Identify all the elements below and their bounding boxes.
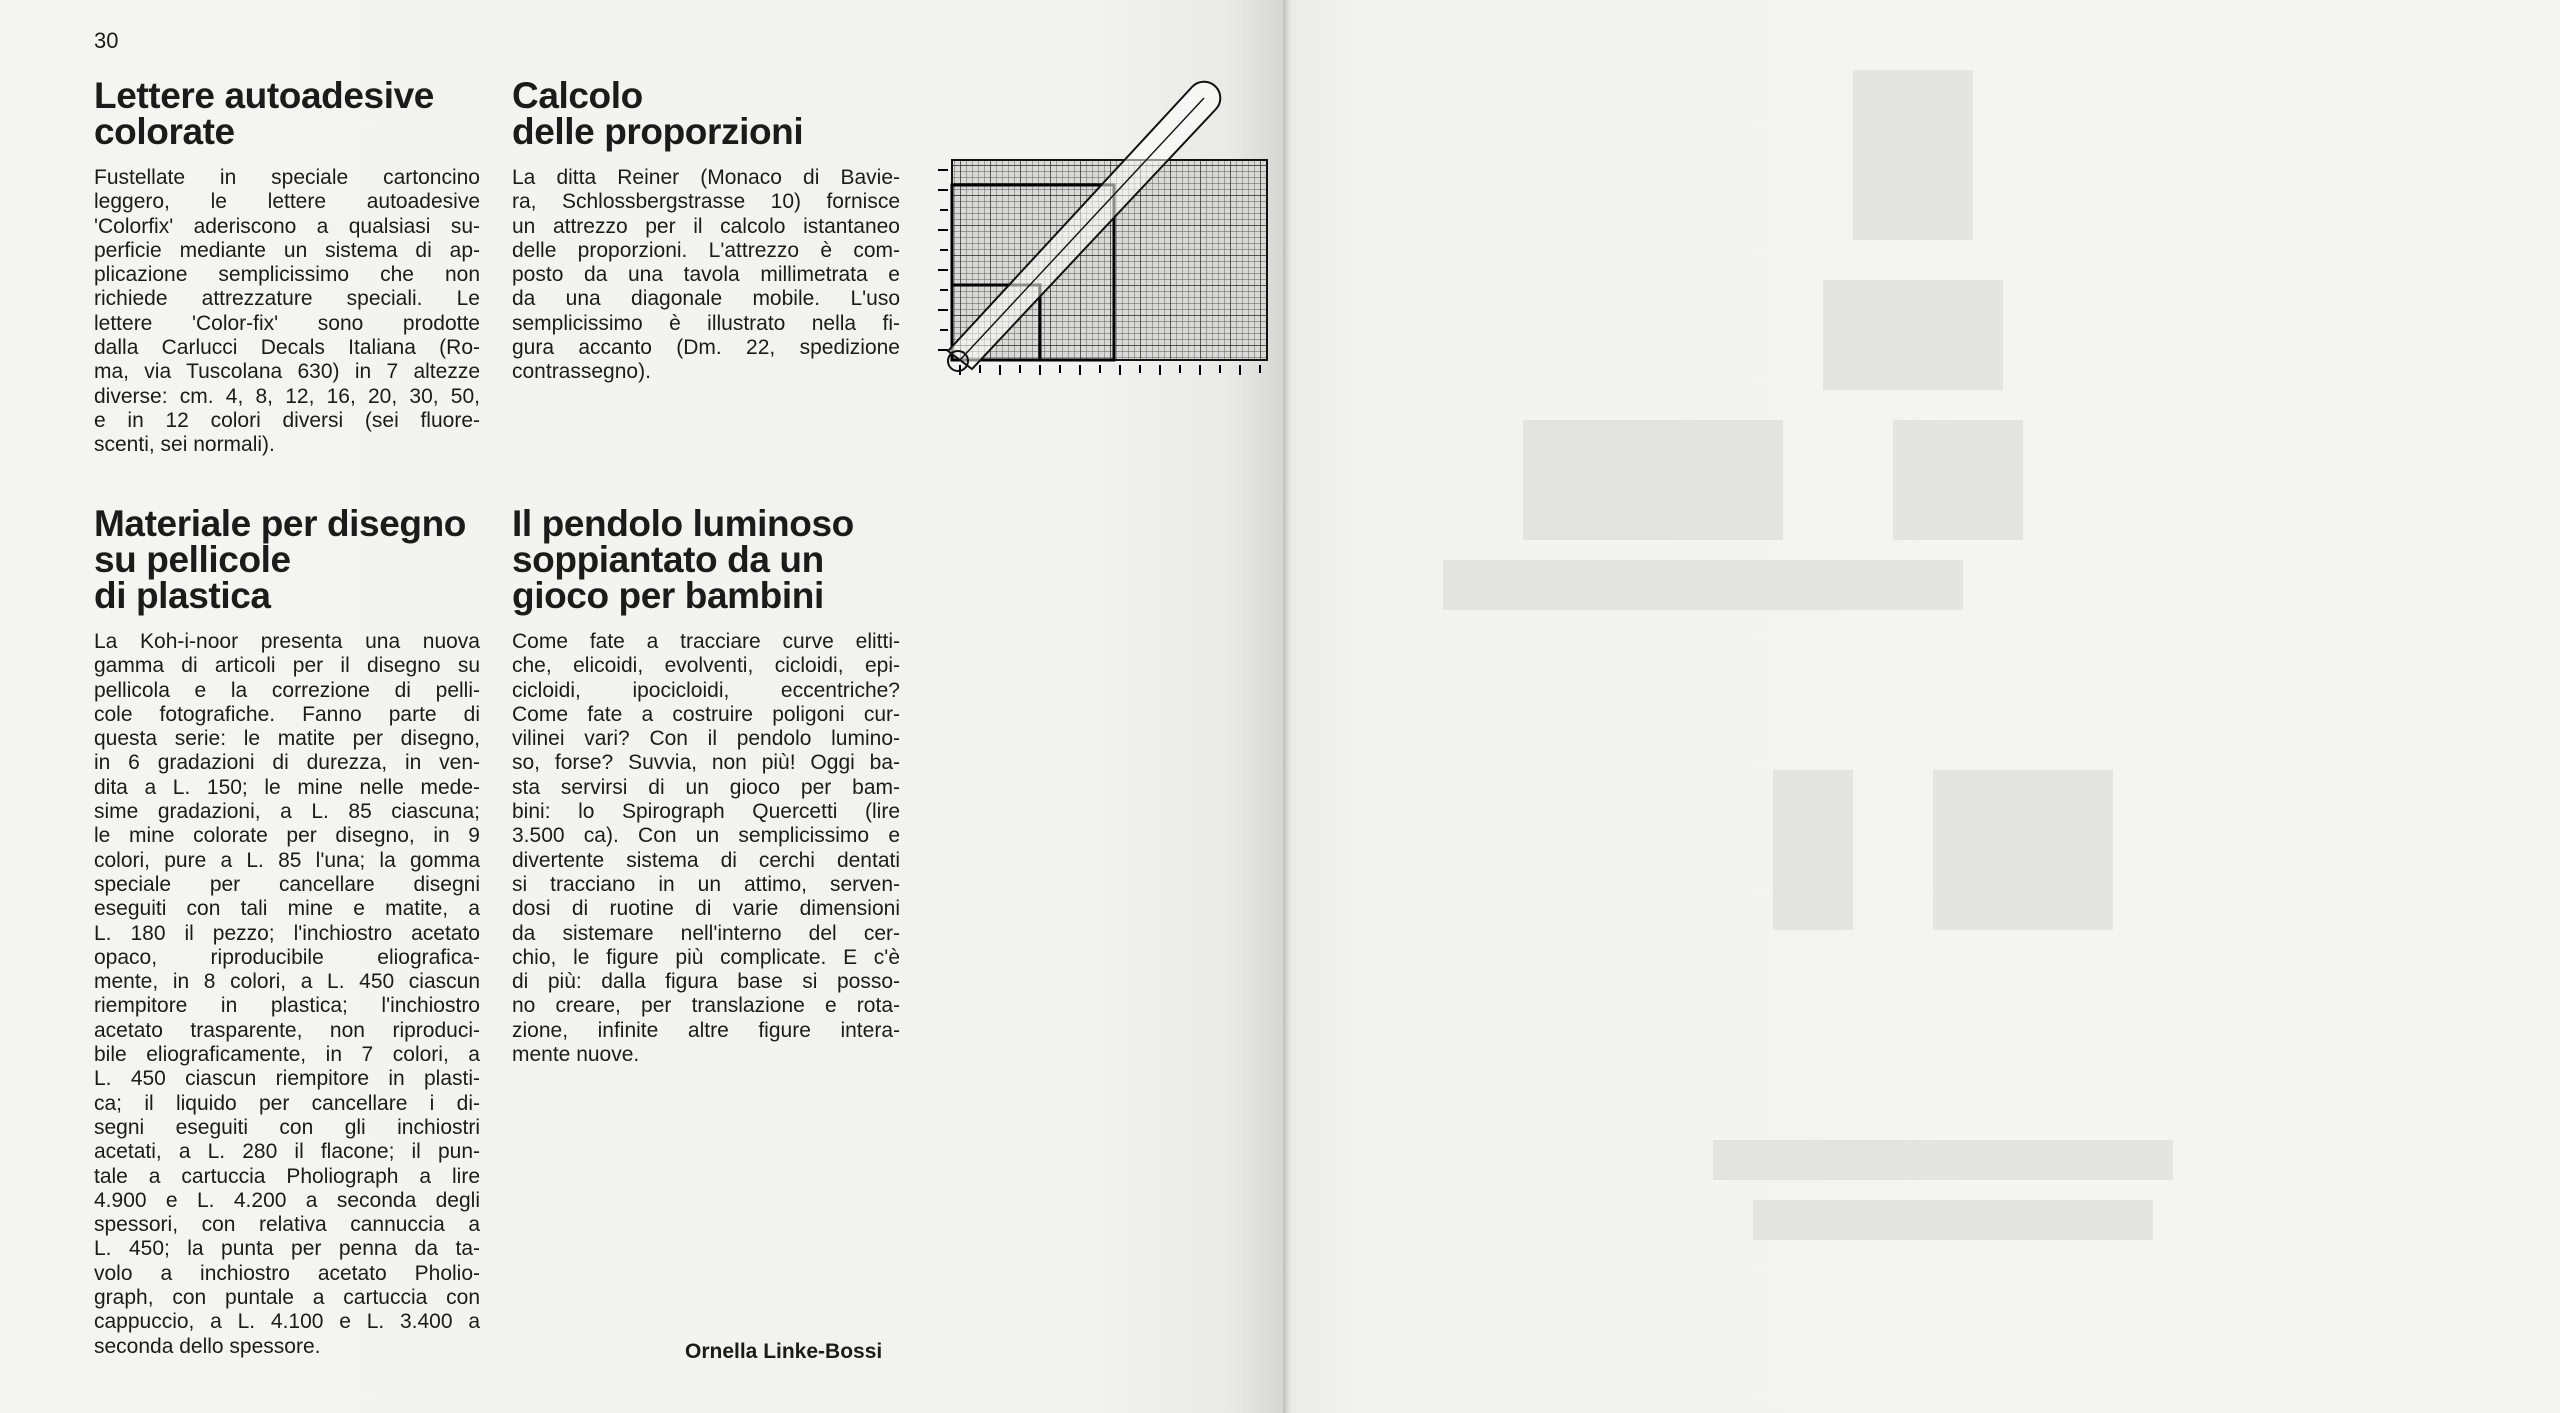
text-line: Fustellate in speciale cartoncino — [94, 166, 480, 189]
title-line: colorate — [94, 111, 235, 152]
article-pendolo-luminoso — [512, 503, 900, 1067]
text-line: cicloidi, ipocicloidi, eccentriche? — [512, 678, 900, 702]
text-line: 3.500 ca). Con un semplicissimo e — [512, 824, 900, 848]
text-line: so, forse? Suvvia, non più! Oggi ba- — [512, 751, 900, 775]
text-line: dalla Carlucci Decals Italiana (Ro- — [94, 336, 480, 360]
text-line: speciale per cancellare disegni — [94, 872, 480, 896]
title-line: soppiantato da un — [512, 539, 824, 580]
text-line: delle proporzioni. L'attrezzo è com- — [512, 238, 900, 262]
text-line: scenti, sei normali). — [94, 433, 275, 457]
text-line: L. 450; la punta per penna da ta- — [94, 1237, 480, 1261]
text-line: da una diagonale mobile. L'uso — [512, 287, 900, 311]
article-materiale-disegno — [94, 503, 480, 1359]
bottom-ruler-ticks — [960, 365, 1260, 375]
text-line: seconda dello spessore. — [94, 1334, 321, 1358]
text-line: divertente sistema di cerchi dentati — [512, 848, 900, 872]
text-line: L. 180 il pezzo; l'inchiostro acetato — [94, 921, 480, 945]
title-line: su pellicole — [94, 539, 291, 580]
title-line: delle proporzioni — [512, 111, 804, 152]
text-line: sta servirsi di un gioco per bam- — [512, 775, 900, 799]
text-line: cole fotografiche. Fanno parte di — [94, 702, 480, 726]
text-line: sime gradazioni, a L. 85 ciascuna; — [94, 800, 480, 824]
title-line: Materiale per disegno — [94, 503, 466, 544]
text-line: semplicissimo è illustrato nella fi- — [512, 311, 900, 335]
article-body — [512, 630, 900, 1067]
page-number: 30 — [94, 28, 119, 53]
article-title — [512, 503, 900, 616]
text-line: bini: lo Spirograph Quercetti (lire — [512, 800, 900, 824]
title-line: Lettere autoadesive — [94, 75, 434, 116]
proportion-calculator-illustration — [930, 75, 1275, 405]
text-line: tale a cartuccia Pholiograph a lire — [94, 1164, 480, 1188]
text-line: acetati, a L. 280 il flacone; il pun- — [94, 1140, 480, 1164]
text-line: da sistemare nell'interno del cer- — [512, 921, 900, 945]
text-line: spessori, con relativa cannuccia a — [94, 1213, 480, 1237]
text-line: bile eliograficamente, in 7 colori, a — [94, 1043, 480, 1067]
text-line: 'Colorfix' aderiscono a qualsiasi su- — [94, 214, 480, 238]
text-line: e in 12 colori diversi (sei fluore- — [94, 408, 480, 432]
article-body — [512, 166, 900, 385]
text-line: opaco, riproducibile eliografica- — [94, 945, 480, 969]
text-line: mente, in 8 colori, a L. 450 ciascun — [94, 970, 480, 994]
text-line: in 6 gradazioni di durezza, in ven- — [94, 751, 480, 775]
text-line: mente nuove. — [512, 1043, 640, 1067]
author-credit: Ornella Linke-Bossi — [685, 1340, 883, 1363]
text-line: gamma di articoli per il disegno su — [94, 654, 480, 678]
text-line: un attrezzo per il calcolo istantaneo — [512, 214, 900, 238]
article-title — [94, 75, 480, 152]
article-calcolo-proporzioni — [512, 75, 900, 385]
text-line: leggero, le lettere autoadesive — [94, 190, 480, 214]
title-line: Il pendolo luminoso — [512, 503, 854, 544]
text-line: dosi di ruotine di varie dimensioni — [512, 897, 900, 921]
text-line: Come fate a costruire poligoni cur- — [512, 702, 900, 726]
text-line: gura accanto (Dm. 22, spedizione — [512, 336, 900, 360]
text-line: graph, con puntale a cartuccia con — [94, 1286, 480, 1310]
text-line: perficie mediante un sistema di ap- — [94, 238, 480, 262]
text-line: zione, infinite altre figure intera- — [512, 1018, 900, 1042]
left-ruler-ticks — [938, 170, 948, 350]
text-line: cappuccio, a L. 4.100 e L. 3.400 a — [94, 1310, 480, 1334]
text-line: riempitore in plastica; l'inchiostro — [94, 994, 480, 1018]
text-line: le mine colorate per disegno, in 9 — [94, 824, 480, 848]
text-line: ma, via Tuscolana 630) in 7 altezze — [94, 360, 480, 384]
text-line: richiede attrezzature speciali. Le — [94, 287, 480, 311]
article-lettere-autoadesive — [94, 75, 480, 458]
text-line: chio, le figure più complicate. E c'è — [512, 945, 900, 969]
text-line: La ditta Reiner (Monaco di Bavie- — [512, 166, 900, 189]
text-line: La Koh-i-noor presenta una nuova — [94, 630, 480, 653]
show-through-shadow — [1293, 0, 2560, 1413]
article-title — [94, 503, 480, 616]
text-line: plicazione semplicissimo che non — [94, 263, 480, 287]
text-line: diverse: cm. 4, 8, 12, 16, 20, 30, 50, — [94, 384, 480, 408]
article-body — [94, 166, 480, 458]
text-line: acetato trasparente, non riproduci- — [94, 1018, 480, 1042]
article-body — [94, 630, 480, 1359]
text-line: eseguiti con tali mine e matite, a — [94, 897, 480, 921]
article-title — [512, 75, 900, 152]
text-line: colori, pure a L. 85 l'una; la gomma — [94, 848, 480, 872]
title-line: gioco per bambini — [512, 575, 824, 616]
text-line: pellicola e la correzione di pelli- — [94, 678, 480, 702]
text-line: di più: dalla figura base si posso- — [512, 970, 900, 994]
page-gutter — [1283, 0, 1293, 1413]
text-line: dita a L. 150; le mine nelle mede- — [94, 775, 480, 799]
title-line: di plastica — [94, 575, 271, 616]
text-line: si tracciano in un attimo, serven- — [512, 872, 900, 896]
text-line: vilinei vari? Con il pendolo lumino- — [512, 727, 900, 751]
text-line: lettere 'Color-fix' sono prodotte — [94, 311, 480, 335]
text-line: questa serie: le matite per disegno, — [94, 727, 480, 751]
text-line: Come fate a tracciare curve elitti- — [512, 630, 900, 653]
text-line: contrassegno). — [512, 360, 651, 384]
text-line: che, elicoidi, evolventi, cicloidi, epi- — [512, 654, 900, 678]
title-line: Calcolo — [512, 75, 643, 116]
text-line: no creare, per translazione e rota- — [512, 994, 900, 1018]
text-line: ca; il liquido per cancellare i di- — [94, 1091, 480, 1115]
text-line: segni eseguiti con gli inchiostri — [94, 1115, 480, 1139]
text-line: ra, Schlossbergstrasse 10) fornisce — [512, 190, 900, 214]
text-line: 4.900 e L. 4.200 a seconda degli — [94, 1188, 480, 1212]
text-line: posto da una tavola millimetrata e — [512, 263, 900, 287]
text-line: L. 450 ciascun riempitore in plasti- — [94, 1067, 480, 1091]
text-line: volo a inchiostro acetato Pholio- — [94, 1261, 480, 1285]
